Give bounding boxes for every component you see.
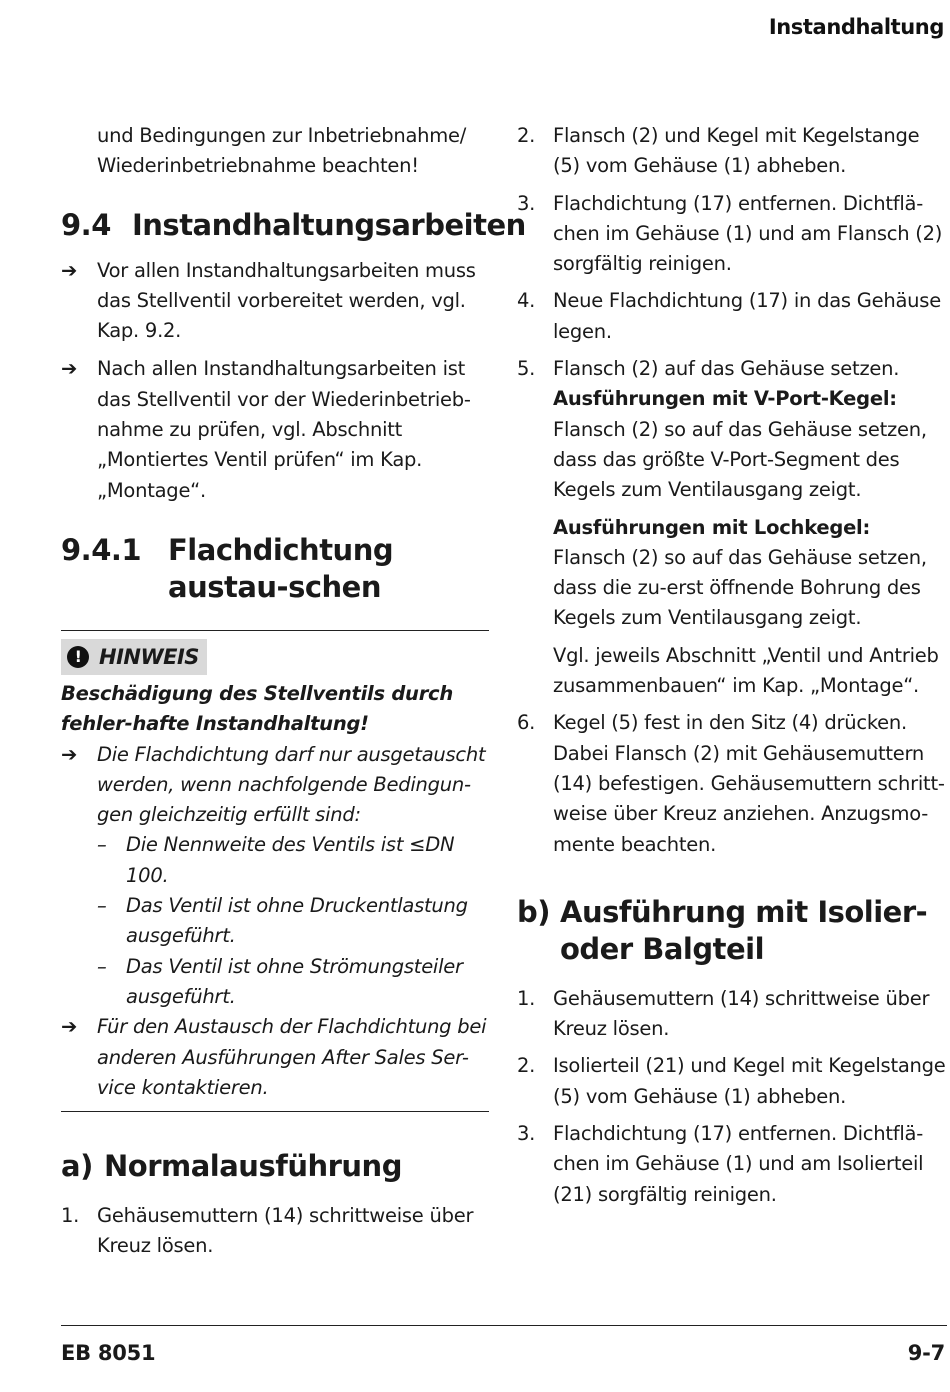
notice-item: ➔ Für den Austausch der Flachdichtung bei anderen Ausführungen After Sales Ser-vice kontaktieren.	[61, 1012, 489, 1103]
arrow-right-icon: ➔	[61, 742, 78, 766]
left-column	[61, 121, 526, 1269]
step-item: 2. Isolierteil (21) und Kegel mit Kegelstange (5) vom Gehäuse (1) abheben.	[517, 1054, 946, 1108]
section-9-4-1-heading	[61, 532, 489, 606]
step-item: 2. Flansch (2) und Kegel mit Kegelstange (5) vom Gehäuse (1) abheben.	[517, 124, 920, 178]
notice-sub-item: – Das Ventil ist ohne Strömungsteiler ausgeführt.	[97, 954, 463, 1008]
vgl-paragraph: Vgl. jeweils Abschnitt „Ventil und Antrieb zusammenbauen“ im Kap. „Montage“.	[553, 643, 939, 698]
notice-item: ➔ Die Flachdichtung darf nur ausgetauscht werden, wenn nachfolgende Bedingun-gen gleichzeitig erfüllt sind:	[61, 740, 489, 831]
notice-sub-item: – Die Nennweite des Ventils ist ≤DN 100.	[97, 833, 455, 887]
step-item: 3. Flachdichtung (17) entfernen. Dichtflä-chen im Gehäuse (1) und am Flansch (2) sorgfältig reinigen.	[517, 191, 943, 276]
arrow-right-icon: ➔	[61, 258, 78, 282]
section-number: a)	[61, 1149, 93, 1184]
list-item: ➔ Nach allen Instandhaltungsarbeiten ist das Stellventil vor der Wiederinbetrieb-nahme zu prüfen, vgl. Abschnitt „Montiertes Ventil prüfen“ im Kap. „Montage“.	[61, 354, 489, 505]
section-title: Flachdichtung austau-schen	[168, 532, 394, 604]
step-item: 1. Gehäusemuttern (14) schrittweise über Kreuz lösen.	[517, 986, 930, 1041]
arrow-right-icon: ➔	[61, 1015, 78, 1039]
section-number: 9.4	[61, 207, 111, 242]
section-title: Instandhaltungsarbeiten	[132, 207, 526, 242]
footer-document-number: EB 8051	[61, 1341, 156, 1365]
page-header-title: Instandhaltung	[768, 15, 944, 39]
section-b-heading	[517, 894, 947, 968]
step-item: 6. Kegel (5) fest in den Sitz (4) drücken. Dabei Flansch (2) mit Gehäusemuttern (14) befestigen. Gehäusemuttern schritt-weise über Kreuz anziehen. Anzugsmo-mente beachten.	[517, 711, 945, 856]
section-title: Ausführung mit Isolier- oder Balgteil	[560, 894, 928, 966]
arrow-right-icon: ➔	[61, 357, 78, 381]
step-item: 1. Gehäusemuttern (14) schrittweise über Kreuz lösen.	[61, 1204, 474, 1258]
lochkegel-label: Ausführungen mit Lochkegel:	[553, 515, 871, 539]
step-item: 3. Flachdichtung (17) entfernen. Dichtflä-chen im Gehäuse (1) und am Isolierteil (21) sorgfältig reinigen.	[517, 1122, 924, 1206]
notice-sub-item: – Das Ventil ist ohne Druckentlastung ausgeführt.	[97, 894, 468, 948]
footer-page-number: 9-7	[907, 1341, 945, 1365]
vport-label: Ausführungen mit V-Port-Kegel:	[553, 387, 897, 411]
section-number: 9.4.1	[61, 532, 142, 567]
lochkegel-paragraph: Ausführungen mit Lochkegel: Flansch (2) so auf das Gehäuse setzen, dass die zu-erst öffnende Bohrung des Kegels zum Ventilausgang zeigt.	[553, 515, 927, 630]
section-9-4-heading	[61, 207, 526, 244]
right-column	[517, 121, 947, 1217]
notice-top-rule	[61, 630, 489, 631]
notice-box	[61, 639, 489, 1103]
notice-heading: Beschädigung des Stellventils durch fehler-hafte Instandhaltung!	[61, 681, 453, 736]
section-a-heading	[61, 1148, 489, 1185]
step-item: 4. Neue Flachdichtung (17) in das Gehäuse legen.	[517, 289, 941, 343]
notice-bottom-rule	[61, 1111, 489, 1112]
exclamation-icon: !	[67, 646, 89, 668]
step-item: 5. Flansch (2) auf das Gehäuse setzen.	[517, 357, 900, 381]
vport-paragraph: Ausführungen mit V-Port-Kegel: Flansch (2) so auf das Gehäuse setzen, dass das größte V-Port-Segment des Kegels zum Ventilausgang zeigt.	[553, 387, 927, 502]
list-item: ➔ Vor allen Instandhaltungsarbeiten muss das Stellventil vorbereitet werden, vgl. Kap. 9.2.	[61, 256, 489, 347]
footer-rule	[61, 1325, 947, 1326]
intro-paragraph: und Bedingungen zur Inbetriebnahme/ Wiederinbetriebnahme beachten!	[97, 124, 467, 178]
notice-badge	[61, 639, 207, 675]
section-title: Normalausführung	[104, 1149, 402, 1184]
notice-label: HINWEIS	[99, 644, 199, 669]
section-number: b)	[517, 894, 551, 929]
